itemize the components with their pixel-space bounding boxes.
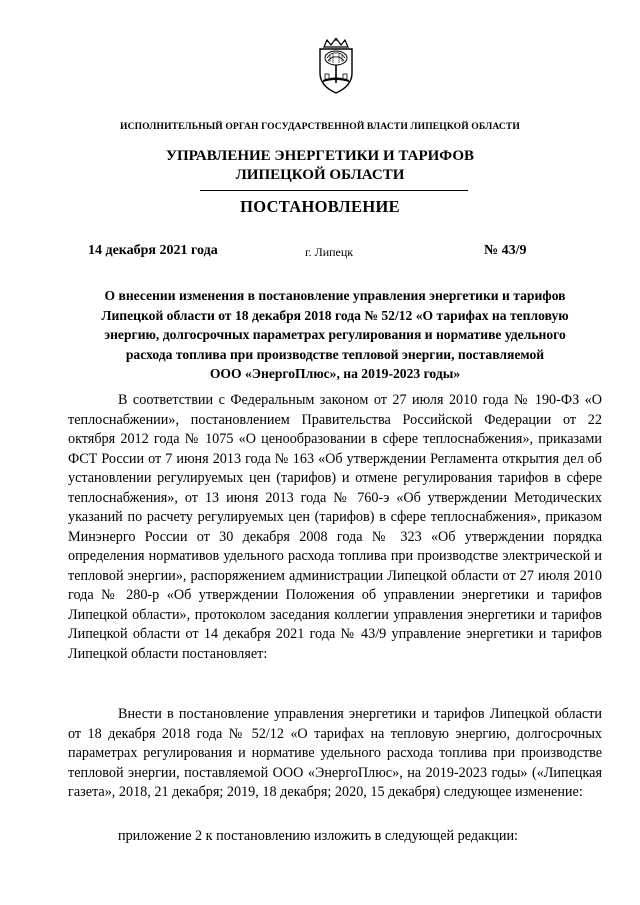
organization-name-line-1: УПРАВЛЕНИЕ ЭНЕРГЕТИКИ И ТАРИФОВ [165,148,475,164]
organization-name [0,147,640,185]
header-divider [200,190,468,191]
document-date: 14 декабря 2021 года [88,243,218,258]
subject-line-3: энергию, долгосрочных параметрах регулирования и нормативе удельного [104,327,566,342]
amendment-paragraph: Внести в постановление управления энергетики и тарифов Липецкой области от 18 декабря 2018 года № 52/12 «О тарифах на тепловую энергию, долгосрочных параметрах регулирования и нормативе удельного расхода топлива при производстве тепловой энергии, поставляемой ООО «ЭнергоПлюс», на 2019-2023 годы» («Липецкая газета», 2018, 21 декабря; 2019, 18 декабря; 2020, 15 декабря) следующее изменение: [68,706,602,800]
document-city: г. Липецк [305,245,354,259]
authority-name: ИСПОЛНИТЕЛЬНЫЙ ОРГАН ГОСУДАРСТВЕННОЙ ВЛАСТИ ЛИПЕЦКОЙ ОБЛАСТИ [120,121,520,132]
document-number: № 43/9 [484,243,527,258]
preamble-paragraph: В соответствии с Федеральным законом от 27 июля 2010 года № 190-ФЗ «О теплоснабжении», постановлением Правительства Российской Федерации от 22 октября 2012 года № 1075 «О ценообразовании в сфере теплоснабжения», приказами ФСТ России от 7 июня 2013 года № 163 «Об утверждении Регламента открытия дел об установлении регулируемых цен (тарифов) и отмене регулирования тарифов в сфере теплоснабжения», от 13 июня 2013 года № 760-э «Об утверждении Методических указаний по расчету регулируемых цен (тарифов) в сфере теплоснабжения», приказом Минэнерго России от 30 декабря 2008 года № 323 «Об утверждении порядка определения нормативов удельного расхода топлива при производстве электрической и тепловой энергии», распоряжением администрации Липецкой области от 27 июля 2010 года № 280-р «Об утверждении Положения об управлении энергетики и тарифов Липецкой области», протоколом заседания коллегии управления энергетики и тарифов Липецкой области от 14 декабря 2021 года № 43/9 управление энергетики и тарифов Липецкой области постановляет: [68,392,602,662]
subject-line-2: Липецкой области от 18 декабря 2018 года № 52/12 «О тарифах на тепловую [101,307,569,323]
document-subject [68,286,602,384]
appendix-paragraph: приложение 2 к постановлению изложить в следующей редакции: [118,828,518,844]
organization-name-line-2: ЛИПЕЦКОЙ ОБЛАСТИ [235,167,405,183]
subject-line-5: ООО «ЭнергоПлюс», на 2019-2023 годы» [209,366,461,381]
subject-line-1: О внесении изменения в постановление управления энергетики и тарифов [104,288,566,303]
coat-of-arms-icon [315,38,357,94]
subject-line-4: расхода топлива при производстве тепловой энергии, поставляемой [125,346,545,362]
document-type-title: ПОСТАНОВЛЕНИЕ [240,197,400,216]
